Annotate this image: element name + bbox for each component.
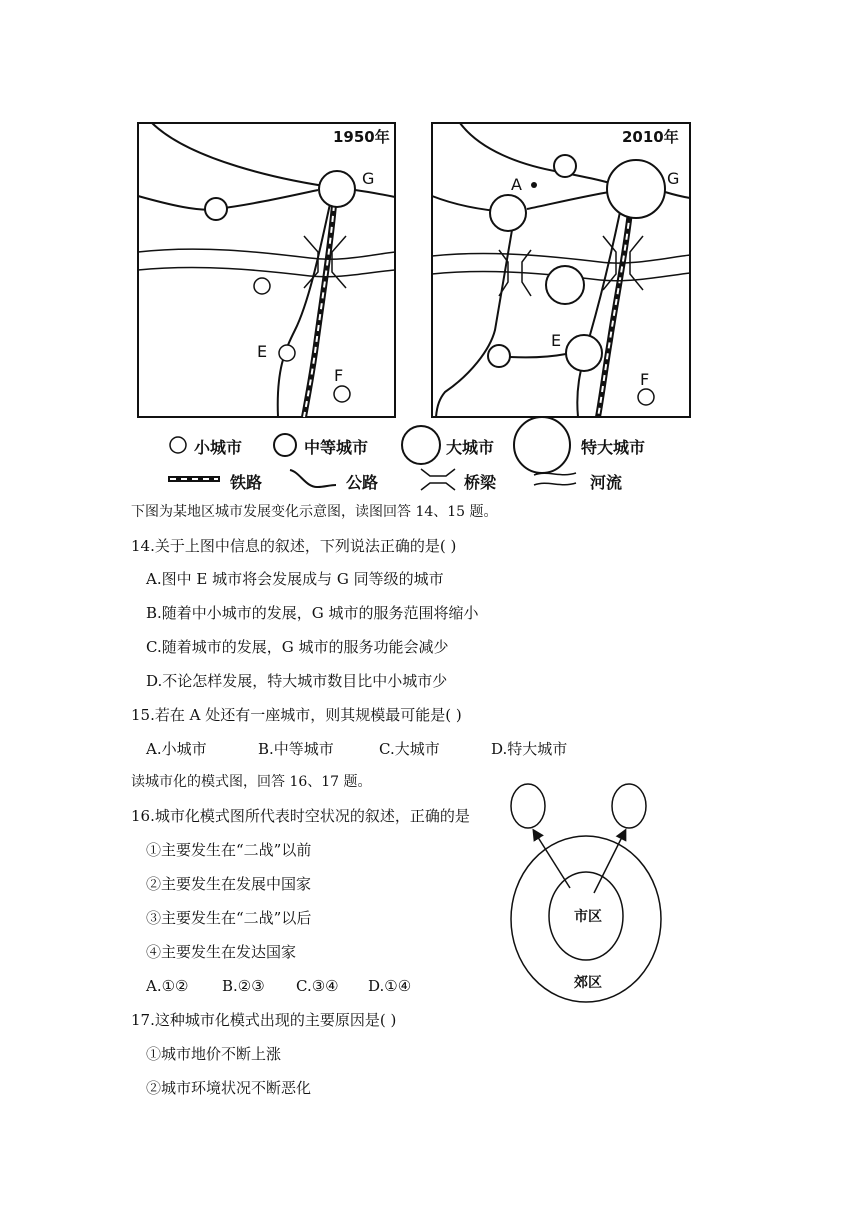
river-symbol xyxy=(534,473,576,485)
map-1950 xyxy=(138,123,395,417)
q16-option-a: A.①② xyxy=(146,977,189,995)
legend-medium-city: 中等城市 xyxy=(304,438,369,457)
satellite-town-left xyxy=(511,784,545,828)
map-2010-year-label: 2010年 xyxy=(622,128,679,146)
city-a-label: A xyxy=(511,175,522,194)
q14-stem: 14.关于上图中信息的叙述，下列说法正确的是( ) xyxy=(131,537,457,555)
city-e-label-2010: E xyxy=(551,331,562,350)
large-city-symbol xyxy=(402,426,440,464)
highway-symbol xyxy=(290,470,336,487)
city-g-label-2010: G xyxy=(667,169,680,188)
satellite-town-right xyxy=(612,784,646,828)
urban-core-label: 市区 xyxy=(574,909,602,925)
q17-item-1: ①城市地价不断上涨 xyxy=(146,1045,282,1063)
q14-option-a: A.图中 E 城市将会发展成与 G 同等级的城市 xyxy=(146,570,444,588)
legend-large-city: 大城市 xyxy=(446,438,495,457)
bridge-symbol xyxy=(421,469,455,490)
intro-16-17: 读城市化的模式图，回答 16、17 题。 xyxy=(131,774,372,790)
q16-option-c: C.③④ xyxy=(296,977,339,995)
q15-option-b: B.中等城市 xyxy=(258,740,334,758)
legend-river: 河流 xyxy=(590,473,623,492)
q15-option-a: A.小城市 xyxy=(146,740,207,758)
q14-option-c: C.随着城市的发展，G 城市的服务功能会减少 xyxy=(146,638,449,656)
city-development-maps xyxy=(0,0,860,500)
city-f-label-2010: F xyxy=(640,370,650,389)
map-2010 xyxy=(432,123,690,417)
q16-item-3: ③主要发生在“二战”以后 xyxy=(146,909,312,927)
legend-highway: 公路 xyxy=(346,473,379,492)
q16-item-2: ②主要发生在发展中国家 xyxy=(146,875,312,893)
q17-item-2: ②城市环境状况不断恶化 xyxy=(146,1079,312,1097)
legend-mega-city: 特大城市 xyxy=(581,438,646,457)
small-city-symbol xyxy=(170,437,186,453)
q15-stem: 15.若在 A 处还有一座城市，则其规模最可能是( ) xyxy=(131,706,462,724)
legend-small-city: 小城市 xyxy=(194,438,243,457)
q16-item-4: ④主要发生在发达国家 xyxy=(146,943,297,961)
q14-option-d: D.不论怎样发展，特大城市数目比中小城市少 xyxy=(146,672,448,690)
city-g-label-1950: G xyxy=(362,169,375,188)
q16-option-d: D.①④ xyxy=(368,977,412,995)
q15-option-c: C.大城市 xyxy=(379,740,440,758)
q16-stem: 16.城市化模式图所代表时空状况的叙述，正确的是 xyxy=(131,807,470,825)
suburb-label: 郊区 xyxy=(574,975,602,991)
q17-stem: 17.这种城市化模式出现的主要原因是( ) xyxy=(131,1011,397,1029)
mega-city-symbol xyxy=(514,417,570,473)
intro-14-15: 下图为某地区城市发展变化示意图，读图回答 14、15 题。 xyxy=(131,504,498,520)
city-f-label-1950: F xyxy=(334,366,344,385)
q16-option-b: B.②③ xyxy=(222,977,265,995)
q15-option-d: D.特大城市 xyxy=(491,740,568,758)
q16-item-1: ①主要发生在“二战”以前 xyxy=(146,841,312,859)
city-e-label-1950: E xyxy=(257,342,268,361)
medium-city-symbol xyxy=(274,434,296,456)
q14-option-b: B.随着中小城市的发展，G 城市的服务范围将缩小 xyxy=(146,604,479,622)
legend-railway: 铁路 xyxy=(230,473,263,492)
map-1950-year-label: 1950年 xyxy=(333,128,390,146)
legend-bridge: 桥梁 xyxy=(464,473,497,492)
